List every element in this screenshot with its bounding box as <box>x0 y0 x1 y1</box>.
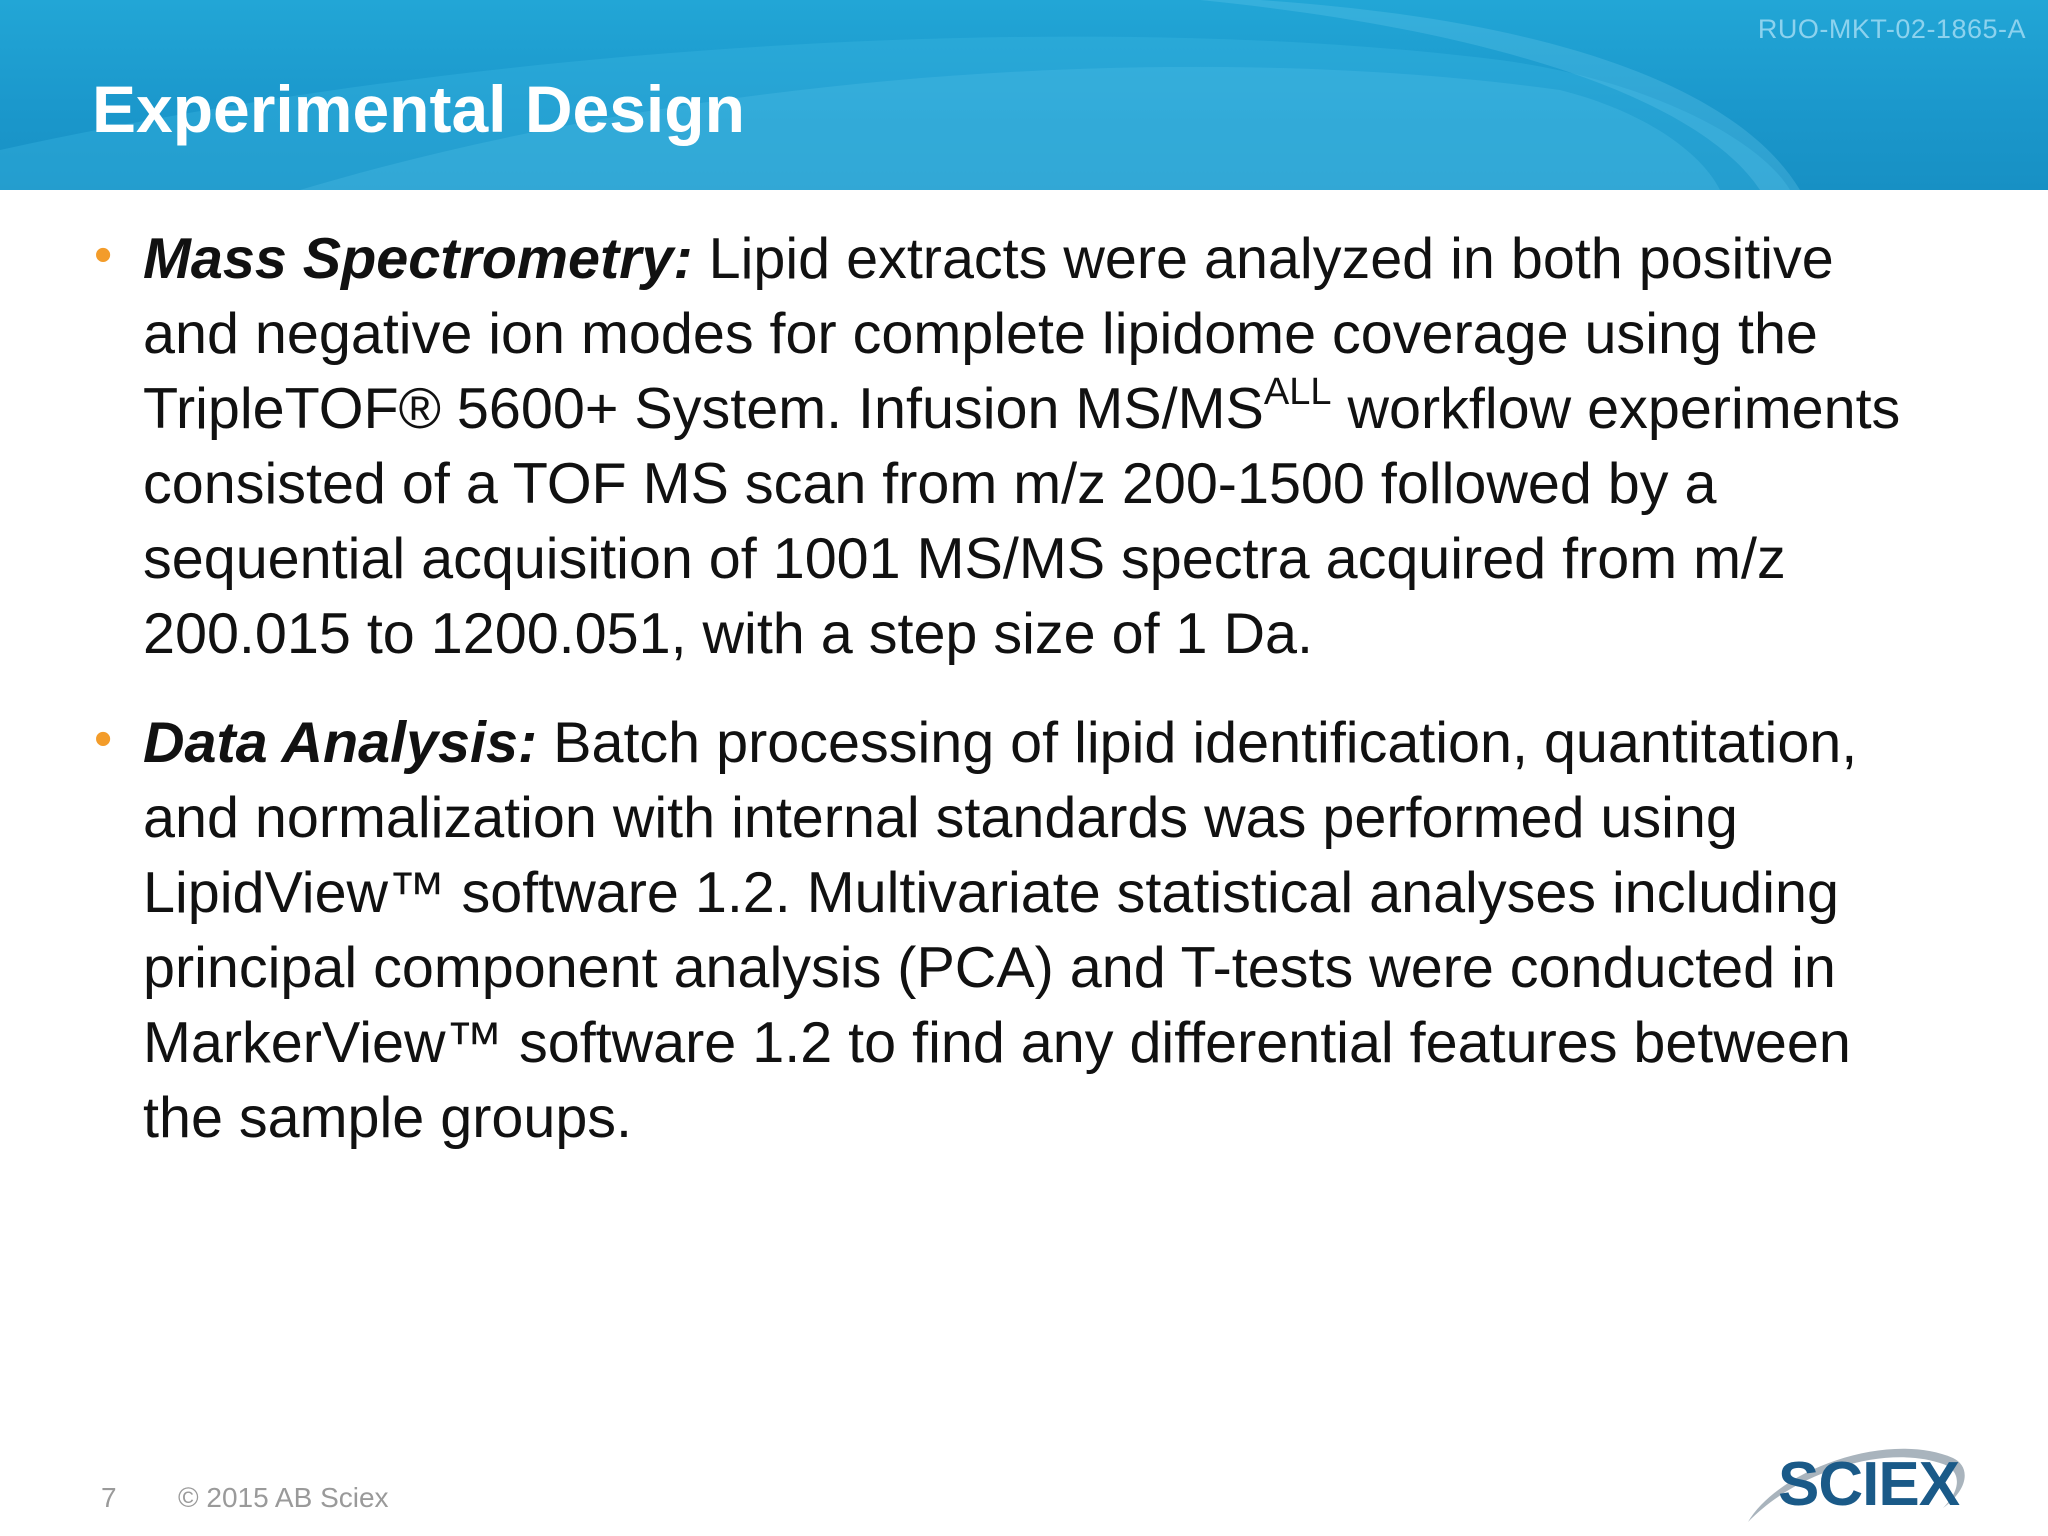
bullet-mass-spectrometry <box>94 222 1943 672</box>
slide-content <box>0 222 2048 1156</box>
slide-title: Experimental Design <box>92 72 745 146</box>
slide-header <box>0 0 2048 190</box>
bullet-text: Batch processing of lipid identification, quantitation, and normalization with internal standards was performed using LipidView™ software 1.2. Multivariate statistical analyses including principal component analysis (PCA) and T-tests were conducted in MarkerView™ software 1.2 to find any differential features between the sample groups. <box>143 711 1858 1150</box>
bullet-data-analysis <box>94 706 1943 1156</box>
superscript-all: ALL <box>1263 371 1332 413</box>
copyright-notice: © 2015 AB Sciex <box>178 1482 389 1513</box>
sciex-logo <box>1738 1430 1978 1530</box>
bullet-dot-icon: • <box>94 226 113 284</box>
bullet-term: Mass Spectrometry: <box>143 227 693 291</box>
bullet-term: Data Analysis: <box>143 711 538 775</box>
page-number: 7 <box>101 1482 117 1513</box>
bullet-text-continued: workflow experiments consisted of a TOF MS scan from m/z 200-1500 followed by a sequential acquisition of 1001 MS/MS spectra acquired from m/z 200.015 to 1200.051, with a step size of 1 Da. <box>143 377 1901 666</box>
bullet-dot-icon: • <box>94 710 113 768</box>
bullet-text: Lipid extracts were analyzed in both positive and negative ion modes for complete lipidome coverage using the TripleTOF® 5600+ System. Infusion MS/MS <box>143 227 1834 441</box>
logo-wordmark: SCIEX <box>1778 1450 1960 1519</box>
document-code: RUO-MKT-02-1865-A <box>1757 14 2026 44</box>
